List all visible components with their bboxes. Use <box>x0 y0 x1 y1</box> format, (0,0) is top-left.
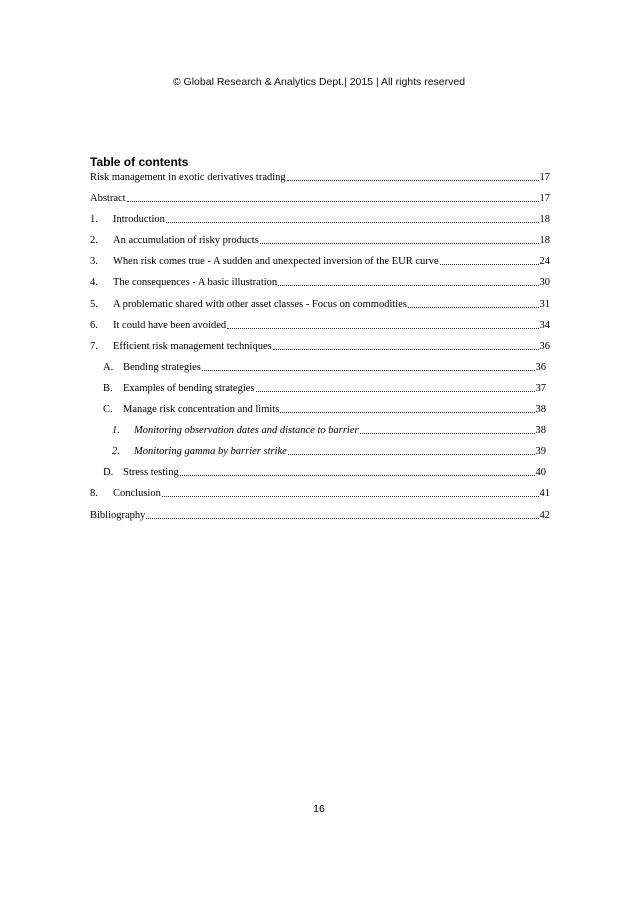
toc-entry[interactable] <box>90 509 550 522</box>
toc-entry-page: 36 <box>539 340 550 352</box>
toc-leader <box>278 276 538 286</box>
toc-entry-number: 5. <box>90 298 98 310</box>
toc-entry-text: Examples of bending strategies <box>123 382 255 394</box>
toc-entry[interactable] <box>90 340 550 353</box>
toc-entry-number: A. <box>103 361 114 373</box>
toc-entry-page: 38 <box>535 425 546 437</box>
page-header: © Global Research & Analytics Dept.| 2015 | All rights reserved <box>172 76 466 88</box>
toc-subentry[interactable] <box>103 382 546 395</box>
toc-leader <box>227 319 538 329</box>
toc-entry-text: Bibliography <box>90 509 146 521</box>
toc-entry[interactable] <box>90 171 550 184</box>
toc-entry[interactable] <box>90 192 550 205</box>
toc-entry-text: It could have been avoided <box>113 319 227 331</box>
toc-entry-number: 4. <box>90 277 98 289</box>
toc-leader <box>288 445 535 455</box>
toc-subsubentry[interactable] <box>112 445 546 458</box>
toc-entry-text: Abstract <box>90 193 126 205</box>
toc-entry-text: A problematic shared with other asset classes - Focus on commodities <box>113 298 407 310</box>
toc-entry-text: Introduction <box>113 214 165 226</box>
toc-entry-page: 17 <box>539 172 550 183</box>
toc-leader <box>202 361 535 371</box>
toc-entry-number: B. <box>103 382 113 394</box>
toc-title: Table of contents <box>90 155 189 169</box>
toc-entry-text: Manage risk concentration and limits <box>123 404 280 416</box>
toc-entry-text: Stress testing <box>123 467 179 479</box>
toc-entry-text: The consequences - A basic illustration <box>113 277 278 289</box>
toc-entry-page: 36 <box>535 361 546 373</box>
toc-entry[interactable] <box>90 487 550 500</box>
toc-leader <box>146 509 538 519</box>
toc-entry-page: 41 <box>539 488 550 500</box>
toc-entry[interactable] <box>90 319 550 332</box>
toc-entry-number: 7. <box>90 340 98 352</box>
toc-subentry[interactable] <box>103 403 546 416</box>
toc-entry-text: Monitoring observation dates and distance to barrier <box>134 425 359 437</box>
toc-entry[interactable] <box>90 298 550 311</box>
toc-leader <box>260 234 539 244</box>
toc-entry-page: 17 <box>539 193 550 205</box>
toc-leader <box>166 213 539 223</box>
toc-entry-number: 2. <box>90 235 98 247</box>
toc-entry-number: D. <box>103 467 114 479</box>
toc-subentry[interactable] <box>103 361 546 374</box>
toc-entry[interactable] <box>90 276 550 289</box>
toc-leader <box>256 382 535 392</box>
toc-entry-number: 3. <box>90 256 98 268</box>
toc-entry-page: 39 <box>535 446 546 458</box>
toc-entry-page: 30 <box>539 277 550 289</box>
toc-entry-number: 6. <box>90 319 98 331</box>
toc-entry[interactable] <box>90 234 550 247</box>
toc-leader <box>273 340 539 350</box>
toc-leader <box>162 487 539 497</box>
toc-entry-text: Risk management in exotic derivatives trading <box>90 172 286 183</box>
toc-entry-text: Bending strategies <box>123 361 201 373</box>
toc-subentry[interactable] <box>103 466 546 479</box>
table-of-contents <box>90 171 550 530</box>
toc-entry-page: 40 <box>535 467 546 479</box>
toc-entry-page: 24 <box>539 256 550 268</box>
toc-entry-number: 8. <box>90 488 98 500</box>
toc-leader <box>280 403 534 413</box>
toc-entry-number: 2. <box>112 446 120 458</box>
toc-leader <box>127 192 539 202</box>
toc-leader <box>180 466 535 476</box>
toc-entry-page: 18 <box>539 235 550 247</box>
toc-entry-number: 1. <box>90 214 98 226</box>
toc-entry-page: 31 <box>539 298 550 310</box>
toc-entry-text: An accumulation of risky products <box>113 235 259 247</box>
toc-entry-text: Efficient risk management techniques <box>113 340 272 352</box>
toc-entry-text: Conclusion <box>113 488 161 500</box>
page-number: 16 <box>313 803 325 815</box>
toc-entry-text: When risk comes true - A sudden and unexpected inversion of the EUR curve <box>113 256 439 268</box>
toc-entry-page: 42 <box>539 509 550 521</box>
toc-entry-page: 38 <box>535 404 546 416</box>
toc-leader <box>287 171 539 181</box>
toc-entry-page: 18 <box>539 214 550 226</box>
toc-entry-number: 1. <box>112 425 120 437</box>
toc-leader <box>440 255 539 265</box>
toc-entry[interactable] <box>90 255 550 268</box>
toc-entry[interactable] <box>90 213 550 226</box>
toc-leader <box>360 424 535 434</box>
toc-entry-page: 37 <box>535 382 546 394</box>
toc-entry-text: Monitoring gamma by barrier strike <box>134 446 287 458</box>
toc-entry-number: C. <box>103 404 113 416</box>
toc-leader <box>408 298 539 308</box>
toc-subsubentry[interactable] <box>112 424 546 437</box>
toc-entry-page: 34 <box>539 319 550 331</box>
